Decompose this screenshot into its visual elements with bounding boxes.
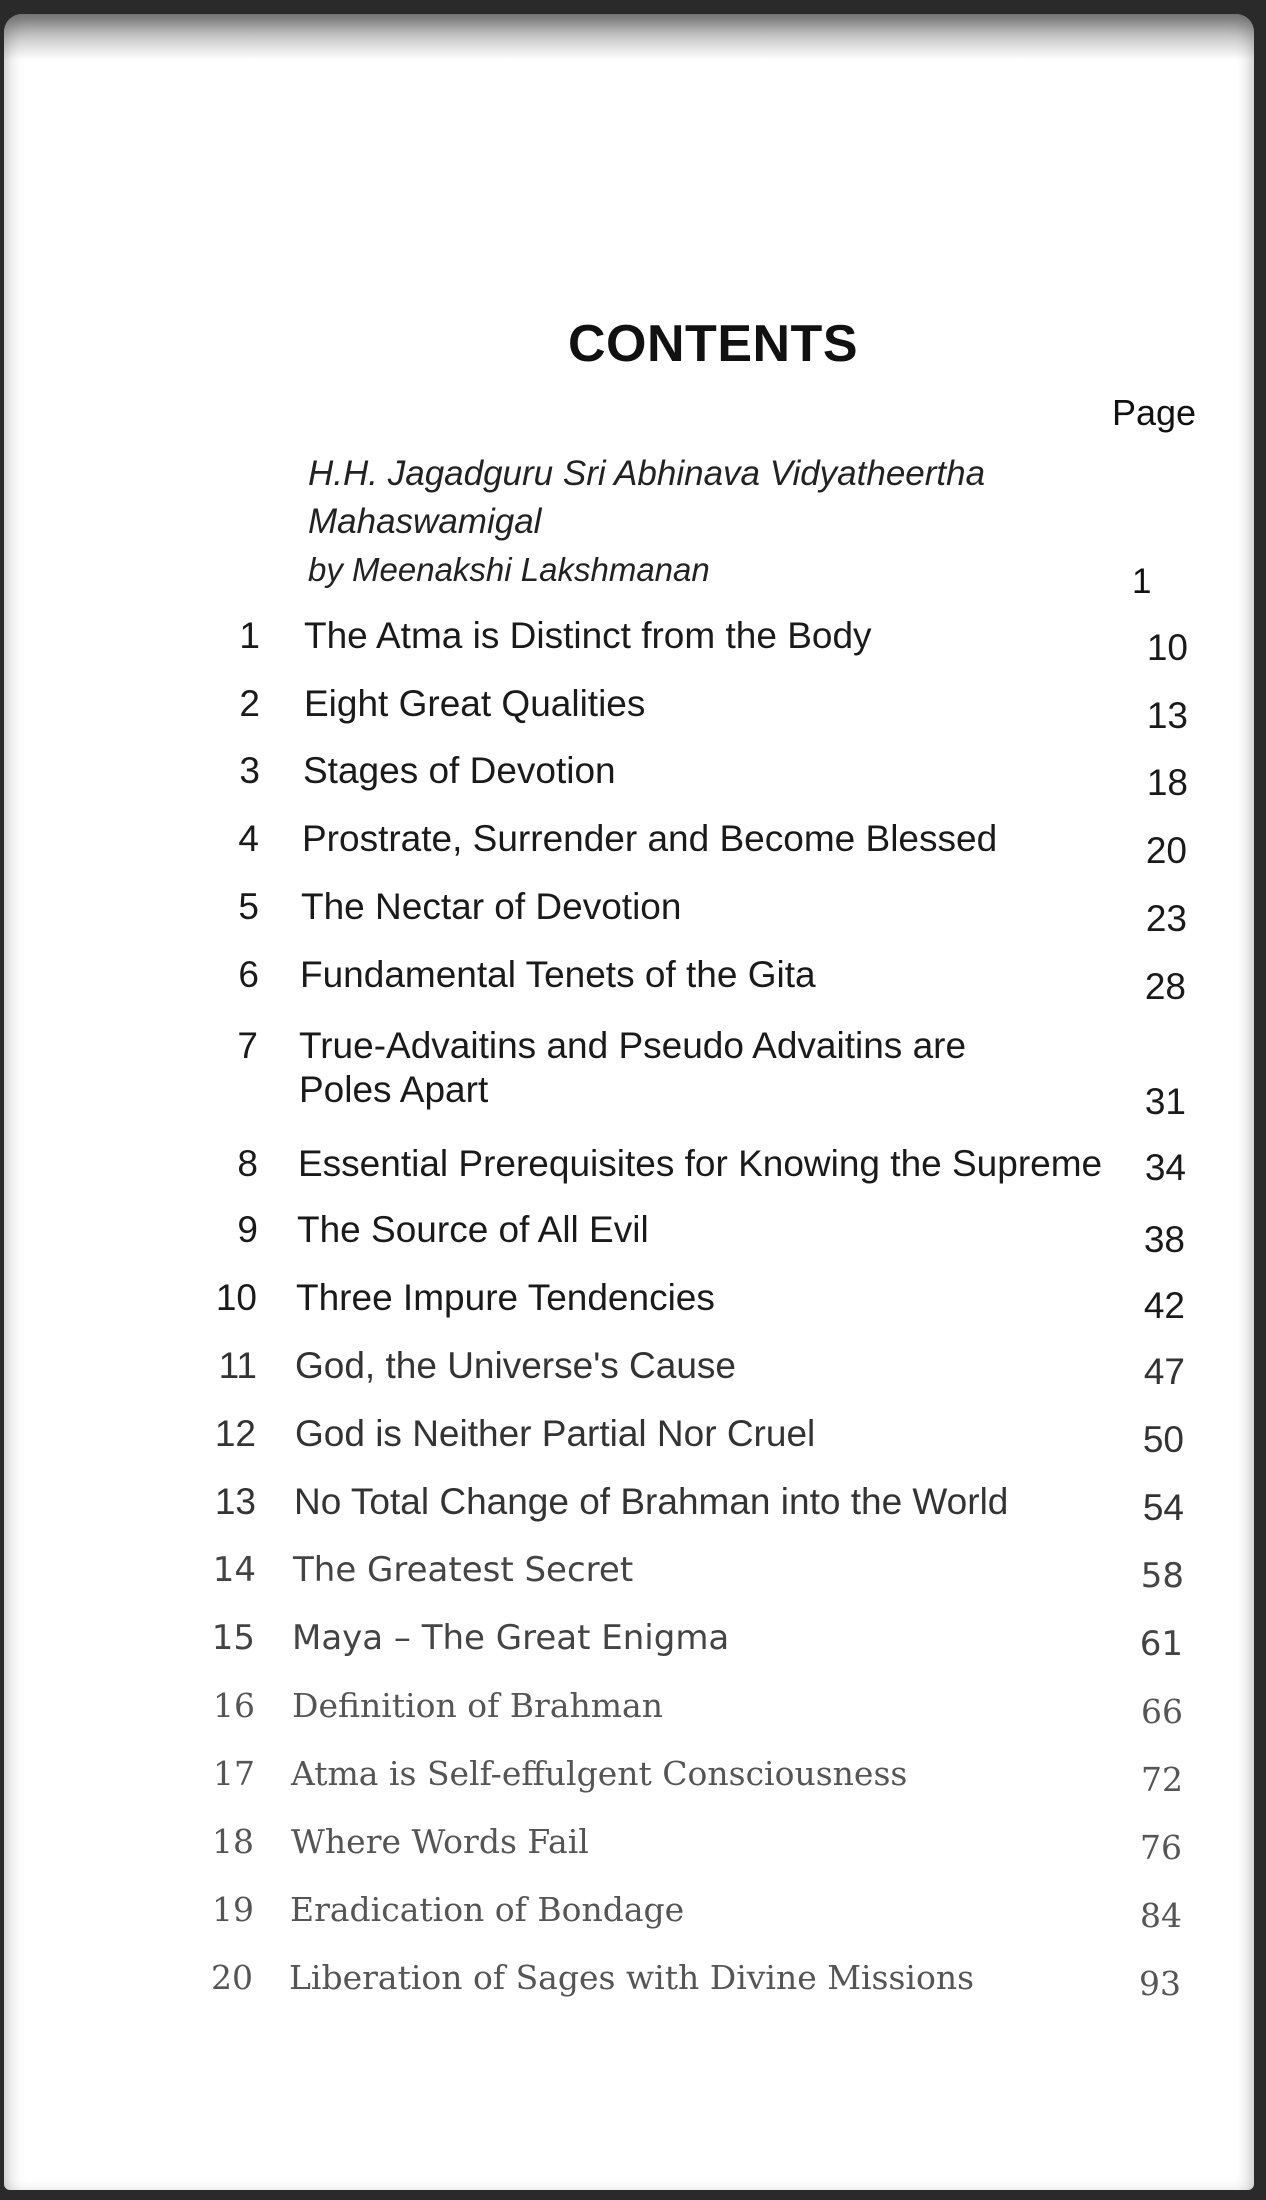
chapter-title: God, the Universe's Cause [295, 1345, 737, 1386]
chapter-page: 38 [1143, 1219, 1185, 1260]
chapter-title: True-Advaitins and Pseudo Advaitins are [299, 1025, 967, 1066]
chapter-title: Definition of Brahman [292, 1686, 663, 1725]
chapter-number: 8 [237, 1143, 258, 1184]
contents-title: CONTENTS [568, 315, 858, 373]
chapter-title: Atma is Self-effulgent Consciousness [291, 1754, 908, 1793]
chapter-title: Essential Prerequisites for Knowing the Supreme [298, 1143, 1103, 1184]
chapter-page: 50 [1142, 1419, 1184, 1460]
chapter-number: 13 [214, 1481, 256, 1522]
chapter-page: 61 [1139, 1624, 1183, 1664]
chapter-title-line-2: Poles Apart [299, 1069, 489, 1110]
chapter-page: 20 [1145, 830, 1187, 871]
chapter-page: 66 [1141, 1692, 1183, 1731]
chapter-page: 23 [1145, 898, 1187, 939]
intro-page-number: 1 [1132, 562, 1152, 601]
chapter-page: 31 [1144, 1081, 1186, 1122]
intro-line-2: Mahaswamigal [308, 502, 542, 541]
chapter-number: 17 [213, 1754, 255, 1793]
chapter-page: 42 [1143, 1285, 1185, 1326]
chapter-number: 5 [238, 886, 259, 927]
chapter-number: 14 [212, 1550, 256, 1590]
chapter-page: 93 [1139, 1964, 1181, 2003]
chapter-number: 19 [212, 1890, 254, 1929]
chapter-page: 10 [1146, 627, 1188, 668]
chapter-page: 18 [1146, 762, 1188, 803]
chapter-number: 15 [211, 1618, 255, 1658]
chapter-title: Fundamental Tenets of the Gita [300, 954, 816, 995]
chapter-number: 6 [238, 954, 259, 995]
chapter-page: 28 [1144, 966, 1186, 1007]
chapter-title: Maya – The Great Enigma [292, 1618, 730, 1658]
toc-list [4, 14, 1254, 2190]
chapter-title: The Atma is Distinct from the Body [304, 615, 872, 656]
chapter-number: 2 [239, 683, 260, 724]
intro-line-1: H.H. Jagadguru Sri Abhinava Vidyatheertha [308, 454, 986, 493]
chapter-title: The Source of All Evil [297, 1209, 649, 1250]
chapter-number: 10 [215, 1277, 257, 1318]
chapter-page: 76 [1140, 1828, 1182, 1867]
chapter-number: 16 [213, 1686, 255, 1725]
chapter-page: 72 [1141, 1760, 1183, 1799]
chapter-title: Where Words Fail [291, 1822, 589, 1861]
chapter-page: 84 [1140, 1896, 1182, 1935]
chapter-title: Eradication of Bondage [290, 1890, 685, 1929]
page-column-header: Page [1112, 392, 1197, 433]
chapter-title: Three Impure Tendencies [296, 1277, 715, 1318]
intro-byline: by Meenakshi Lakshmanan [308, 551, 710, 588]
chapter-page: 54 [1142, 1487, 1184, 1528]
chapter-page: 13 [1146, 695, 1188, 736]
chapter-title: No Total Change of Brahman into the World [294, 1481, 1009, 1522]
chapter-title: The Nectar of Devotion [301, 886, 682, 927]
chapter-title: Stages of Devotion [303, 750, 616, 791]
chapter-number: 18 [212, 1822, 254, 1861]
chapter-page: 47 [1143, 1351, 1185, 1392]
chapter-page: 34 [1144, 1147, 1186, 1188]
chapter-number: 3 [239, 750, 260, 791]
chapter-title: The Greatest Secret [293, 1550, 634, 1590]
chapter-title: Eight Great Qualities [304, 683, 646, 724]
chapter-title: Liberation of Sages with Divine Missions [289, 1958, 975, 1997]
book-page [4, 14, 1254, 2190]
chapter-title: Prostrate, Surrender and Become Blessed [302, 818, 998, 859]
chapter-number: 7 [237, 1025, 258, 1066]
chapter-title: God is Neither Partial Nor Cruel [295, 1413, 816, 1454]
chapter-number: 1 [239, 615, 260, 656]
chapter-page: 58 [1140, 1556, 1184, 1596]
chapter-number: 12 [214, 1413, 256, 1454]
chapter-number: 20 [211, 1958, 253, 1997]
chapter-number: 9 [237, 1209, 258, 1250]
chapter-number: 4 [238, 818, 259, 859]
chapter-number: 11 [218, 1345, 257, 1386]
